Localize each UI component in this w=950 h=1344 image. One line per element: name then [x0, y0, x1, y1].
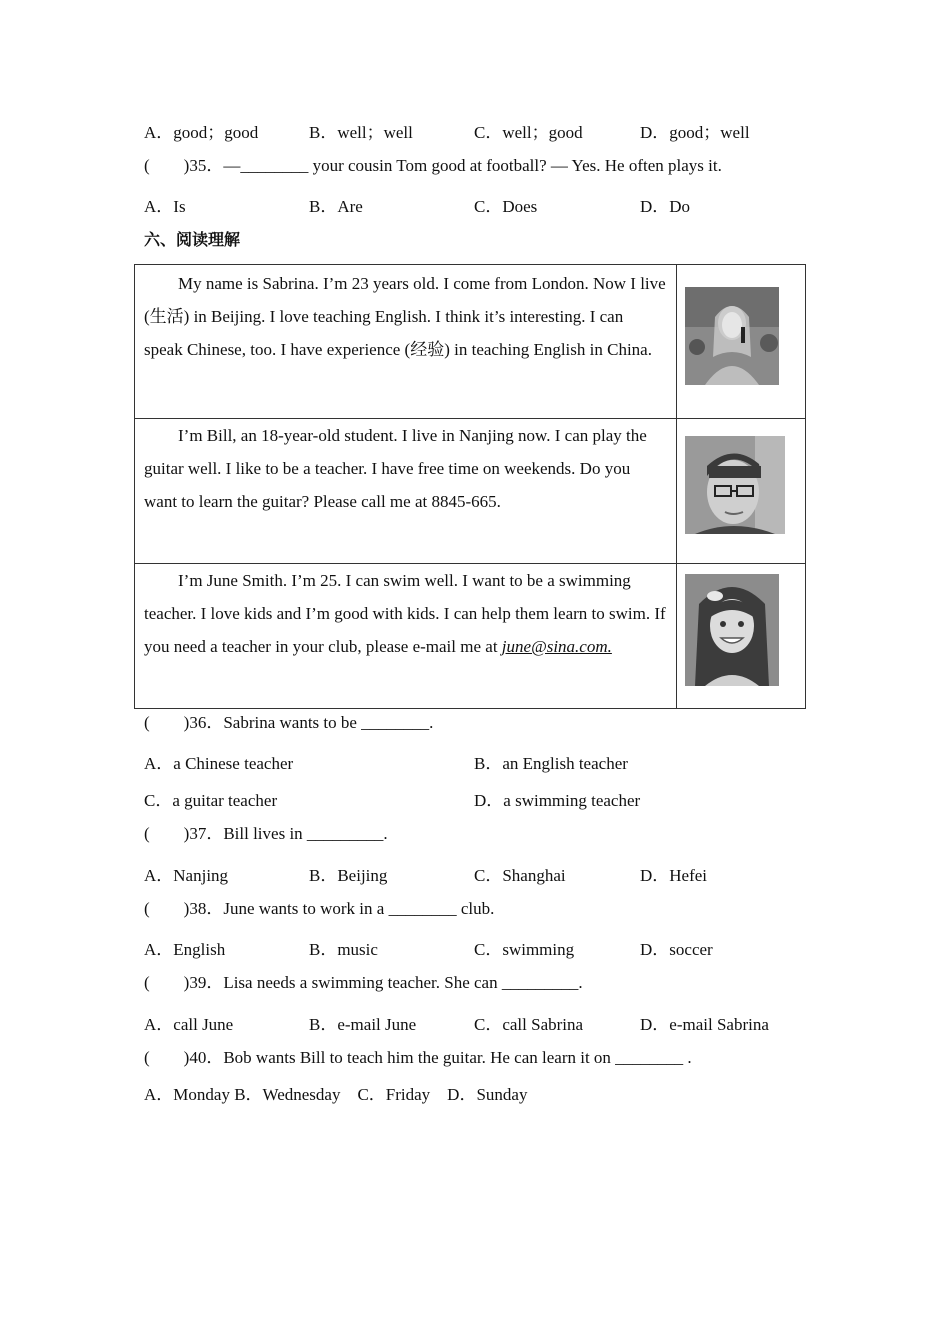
q37-stem: ( )37．Bill lives in _________. — [144, 824, 388, 843]
q34-option-c: C．well；good — [474, 123, 583, 142]
q39-option-c: C．call Sabrina — [474, 1015, 584, 1034]
q36-option-a: A．a Chinese teacher — [144, 754, 294, 773]
ad-photo-cell — [677, 419, 806, 564]
q39-option-a: A．call June — [144, 1015, 234, 1034]
ad-photo-cell — [677, 265, 806, 419]
portrait-woman-singing-icon — [685, 287, 779, 385]
q38-option-c: C．swimming — [474, 940, 575, 959]
ad-text-june — [144, 564, 666, 663]
ad-text-cell — [135, 564, 677, 709]
q34-option-d: D．good；well — [640, 123, 750, 142]
ads-table — [134, 264, 806, 709]
q36-stem: ( )36．Sabrina wants to be ________. — [144, 713, 434, 732]
q37-option-a: A．Nanjing — [144, 866, 229, 885]
q40-stem: ( )40．Bob wants Bill to teach him the guitar. He can learn it on ________ . — [144, 1048, 692, 1067]
portrait-smiling-girl-icon — [685, 574, 779, 686]
ad-text-cell — [135, 419, 677, 564]
q34-option-b: B．well；well — [309, 123, 413, 142]
q36-option-b: B．an English teacher — [474, 754, 628, 773]
ad-row-bill — [135, 419, 806, 564]
ad-text-sabrina: My name is Sabrina. I’m 23 years old. I come from London. Now I live (生活) in Beijing. I love teaching English. I think it’s interesting. I can speak Chinese, too. I have experience (经验) in teaching English in China. — [144, 274, 666, 359]
q35-stem: ( )35．—________ your cousin Tom good at football? — Yes. He often plays it. — [144, 156, 722, 175]
q38-option-d: D．soccer — [640, 940, 713, 959]
ad-photo-cell — [677, 564, 806, 709]
q39-stem: ( )39．Lisa needs a swimming teacher. She can _________. — [144, 973, 583, 992]
q35-option-a: A．Is — [144, 197, 186, 216]
ad-text-june-body: I’m June Smith. I’m 25. I can swim well. I want to be a swimming teacher. I love kids and I’m good with kids. I can help them learn to swim. If you need a teacher in your club, please e-mail me at — [144, 571, 666, 656]
ad-row-sabrina — [135, 265, 806, 419]
ad-text-cell — [135, 265, 677, 419]
section-title-reading: 六、阅读理解 — [144, 230, 241, 249]
q34-option-a: A．good；good — [144, 123, 259, 142]
q38-option-a: A．English — [144, 940, 226, 959]
ad-row-june — [135, 564, 806, 709]
q37-option-d: D．Hefei — [640, 866, 708, 885]
ad-text-bill: I’m Bill, an 18-year-old student. I live in Nanjing now. I can play the guitar well. I like to be a teacher. I have free time on weekends. Do you want to learn the guitar? Please call me at 8845-665. — [144, 426, 647, 511]
q35-option-b: B．Are — [309, 197, 363, 216]
q37-option-c: C．Shanghai — [474, 866, 566, 885]
q38-option-b: B．music — [309, 940, 378, 959]
june-email-link[interactable]: june@sina.com. — [501, 637, 612, 656]
q40-options: A．Monday B．Wednesday C．Friday D．Sunday — [144, 1085, 528, 1104]
q39-option-d: D．e-mail Sabrina — [640, 1015, 769, 1034]
portrait-young-man-glasses-icon — [685, 436, 785, 534]
q35-option-d: D．Do — [640, 197, 691, 216]
q37-option-b: B．Beijing — [309, 866, 388, 885]
q36-option-c: C．a guitar teacher — [144, 791, 278, 810]
q39-option-b: B．e-mail June — [309, 1015, 417, 1034]
q38-stem: ( )38．June wants to work in a ________ club. — [144, 899, 495, 918]
q36-option-d: D．a swimming teacher — [474, 791, 641, 810]
q35-option-c: C．Does — [474, 197, 538, 216]
